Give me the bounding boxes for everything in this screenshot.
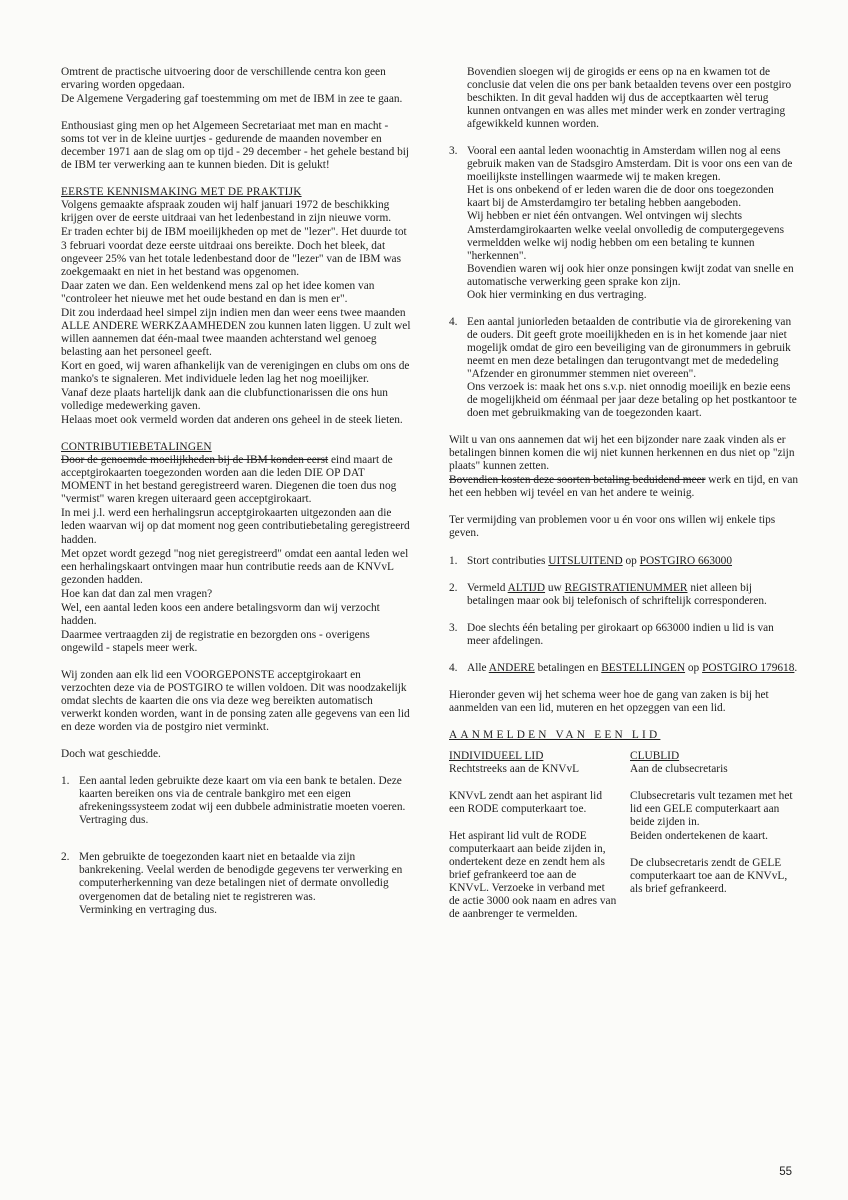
paragraph: Ter vermijding van problemen voor u én voor ons willen wij enkele tips geven. [449, 514, 776, 540]
underlined-text: ANDERE [488, 661, 535, 674]
tip-item [449, 662, 799, 675]
schema-step: Beiden ondertekenen de kaart. [630, 830, 768, 843]
paragraph: Hoe kan dat dan zal men vragen? [61, 587, 213, 600]
paragraph: Bovendien sloegen wij de girogids er eens op na en kwamen tot de conclusie dat velen die ons per bank betaalden tevens over een postgiro beschikten. In dit geval hadden wij dus de acceptkaarten wèl terug kunnen ontvangen en was alles met minder werk en zonder vertraging afgewikkeld kunnen worden. [467, 66, 792, 131]
paragraph: Daarmee vertraagden zij de registratie en bezorgden ons - overigens ongewild - stapels meer werk. [61, 628, 370, 654]
text: Vermeld [467, 581, 508, 594]
list-text-part: Ons verzoek is: maak het ons s.v.p. niet onnodig moeilijk en bezie eens de mogelijkheid om éénmaal per jaar deze betaling op het postkantoor te doen met gebruikmaking van de toegezonden kaart. [467, 381, 797, 420]
list-number: 1. [449, 554, 458, 567]
list-text-part: Een aantal juniorleden betaalden de contributie via de girorekening van de ouders. Dit geeft grote moeilijkheden en is in het komende jaar niet mogelijk omdat de giro een beveiliging van de gironummers in gebruik neemt en men deze betalingen dan terugontvangt met de mededeling "Afzender en gironummer stemmen niet overeen". [467, 315, 792, 380]
right-column [449, 66, 799, 935]
text: . [794, 661, 798, 674]
underlined-text: BESTELLINGEN [601, 661, 686, 674]
text: niet alleen bij betalingen maar ook bij telefonisch of schriftelijk corresponderen. [467, 581, 767, 607]
struck-text: Bovendien kosten deze soorten betaling beduidend meer [449, 474, 706, 487]
list-text-part: Wij hebben er niet één ontvangen. Wel ontvingen wij slechts Amsterdamgirokaarten welke veelal onvolledig de computergegevens vermeldden welke wij nodig hebben om een betaling te kunnen "herkennen". [467, 210, 784, 262]
list-text-part: Het is ons onbekend of er leden waren die de door ons toegezonden kaart bij de Amsterdamgiro ter betaling hebben aangeboden. [467, 184, 774, 210]
list-text-end: Verminking en vertraging dus. [79, 903, 217, 916]
paragraph: Er traden echter bij de IBM moeilijkheden op met de "lezer". Het duurde tot 3 februari voordat deze eerste uitdraai ons bereikte. Doch het bleek, dat ongeveer 25% van het totale ledenbestand door de "lezer" van de IBM was zoekgemaakt en niet in het bestand was opgenomen. [61, 226, 407, 278]
list-number: 4. [449, 661, 458, 674]
list-text [467, 555, 799, 568]
list-number: 2. [61, 851, 70, 864]
text: op [622, 554, 640, 567]
paragraph: De Algemene Vergadering gaf toestemming om met de IBM in zee te gaan. [61, 93, 403, 106]
list-text [467, 582, 799, 608]
section-heading-kennismaking: EERSTE KENNISMAKING MET DE PRAKTIJK [61, 186, 302, 199]
paragraph-text: eind maart de acceptgirokaarten toegezonden worden aan die leden DIE OP DAT MOMENT in het bestand geregistreerd waren. Diegenen die toen dus nog "vermist" waren kregen uiteraard geen acceptgirokaart. [61, 454, 397, 506]
struck-text: Door de genoemde moeilijkheden bij de IBM konden eerst [61, 454, 329, 467]
schema-step: KNVvL zendt aan het aspirant lid een RODE computerkaart toe. [449, 790, 602, 816]
list-item [61, 775, 413, 827]
schema-individueel [449, 750, 618, 936]
left-column [61, 66, 413, 931]
schema-subheading: Rechtstreeks aan de KNVvL [449, 762, 580, 775]
paragraph [449, 474, 799, 500]
list-text [79, 851, 413, 916]
schema-step: Het aspirant lid vult de RODE computerkaart aan beide zijden in, ondertekent deze en zendt hem als brief gefrankeerd toe aan de KNVvL. Verzoeke in verband met de actie 3000 ook naam en adres van de aanbrenger te vermelden. [449, 830, 617, 921]
schema-step: Clubsecretaris vult tezamen met het lid een GELE computerkaart aan beide zijden in. [630, 790, 793, 829]
section-heading-contributie: CONTRIBUTIEBETALINGEN [61, 441, 212, 454]
schema-step: De clubsecretaris zendt de GELE computerkaart toe aan de KNVvL, als brief gefrankeerd. [630, 857, 788, 896]
schema-heading: CLUBLID [630, 749, 680, 762]
paragraph: Volgens gemaakte afspraak zouden wij half januari 1972 de beschikking krijgen over de eerste uitdraai van het ledenbestand in zijn nieuwe vorm. [61, 199, 392, 225]
paragraph: Vanaf deze plaats hartelijk dank aan die clubfunctionarissen die ons hun volledige medewerking gaven. [61, 387, 388, 413]
list-text: Een aantal leden gebruikte deze kaart om via een bank te betalen. Deze kaarten bereiken ons via de centrale bankgiro met een eigen afrekeningssysteem zodat wij een dubbele administratie moeten voeren. Vertraging dus. [79, 775, 406, 827]
page-number: 55 [779, 1166, 792, 1178]
text: op [685, 661, 703, 674]
paragraph: Hieronder geven wij het schema weer hoe de gang van zaken is bij het aanmelden van een lid, muteren en het opzeggen van een lid. [449, 688, 769, 714]
list-text-main: Men gebruikte de toegezonden kaart niet en betaalde via zijn bankrekening. Veelal werden de benodigde gegevens ter verwerking en computerherkenning van deze betalingen niet of dermate onvolledig overgenomen dat de betaling niet te registreren was. [79, 851, 403, 903]
list-number: 1. [61, 775, 70, 788]
list-text [467, 662, 799, 675]
paragraph: Kort en goed, wij waren afhankelijk van de verenigingen en clubs om ons de manko's te signaleren. Met individuele leden lag het nog moeilijker. [61, 359, 410, 385]
tip-item [449, 555, 799, 568]
list-item [449, 316, 799, 420]
list-text-part: Vooral een aantal leden woonachtig in Amsterdam willen nog al eens gebruik maken van de Stadsgiro Amsterdam. Dit is voor ons een van de moeilijkste instellingen waarmede wij te maken kregen. [467, 145, 793, 184]
text: betalingen en [534, 661, 602, 674]
schema-clublid [630, 750, 799, 936]
tip-item [449, 582, 799, 608]
schema-columns [449, 750, 799, 936]
paragraph: Daar zaten we dan. Een weldenkend mens zal op het idee komen van "controleer het nieuwe met het oude bestand en dan is men er". [61, 279, 375, 305]
list-number: 4. [449, 315, 458, 328]
list-item [449, 145, 799, 302]
text: uw [545, 581, 565, 594]
paragraph: Wel, een aantal leden koos een andere betalingsvorm dan wij verzocht hadden. [61, 601, 380, 627]
list-number: 2. [449, 581, 458, 594]
list-number: 3. [449, 145, 458, 158]
tip-item [449, 622, 799, 648]
list-text: Doe slechts één betaling per girokaart op 663000 indien u lid is van meer afdelingen. [467, 621, 774, 647]
list-text-part: Bovendien waren wij ook hier onze ponsingen kwijt zodat van snelle en automatische verwerking geen sprake kon zijn. [467, 262, 794, 288]
schema-title: AANMELDEN VAN EEN LID [449, 728, 661, 741]
underlined-text: ALTIJD [507, 581, 546, 594]
underlined-text: POSTGIRO 179618 [702, 661, 795, 674]
paragraph: Wij zonden aan elk lid een VOORGEPONSTE acceptgirokaart en verzochten deze via de POSTGIRO te willen voldoen. Dit was noodzakelijk omdat slechts de kaarten die ons via deze weg bereikten automatisch verwerkt konden worden, want in de ponsing zaten alle gegevens van een lid en deze worden via de postgiro niet verminkt. [61, 668, 410, 734]
text: Alle [467, 661, 489, 674]
paragraph: In mei j.l. werd een herhalingsrun acceptgirokaarten uitgezonden aan die leden waarvan wij op dat moment nog geen contributiebetaling geregistreerd hadden. [61, 507, 410, 546]
paragraph: Omtrent de practische uitvoering door de verschillende centra kon geen ervaring worden opgedaan. [61, 66, 386, 92]
paragraph: Wilt u van ons aannemen dat wij het een bijzonder nare zaak vinden als er betalingen binnen komen die wij niet kunnen herkennen en dus niet op "zijn plaats" kunnen zetten. [449, 434, 795, 473]
text: Stort contributies [467, 554, 549, 567]
list-text [467, 145, 799, 302]
schema-heading: INDIVIDUEEL LID [449, 749, 544, 762]
list-item [61, 851, 413, 916]
paragraph: Met opzet wordt gezegd "nog niet geregistreerd" omdat een aantal leden wel een herhalingskaart ontvingen maar hun contributie reeds aan de KNVvL gezonden hadden. [61, 547, 409, 586]
list-number: 3. [449, 621, 458, 634]
list-text-part: Ook hier verminking en dus vertraging. [467, 288, 647, 301]
list-text [467, 316, 799, 420]
paragraph: Helaas moet ook vermeld worden dat anderen ons geheel in de steek lieten. [61, 414, 403, 427]
underlined-text: REGISTRATIENUMMER [564, 581, 688, 594]
underlined-text: POSTGIRO 663000 [639, 554, 733, 567]
paragraph: Doch wat geschiedde. [61, 748, 161, 761]
schema-subheading: Aan de clubsecretaris [630, 762, 728, 775]
paragraph: Enthousiast ging men op het Algemeen Secretariaat met man en macht - soms tot ver in de kleine uurtjes - gedurende de maanden november en december 1971 aan de slag om op tijd - 29 december - het gehele bestand bij de IBM ter verwerking aan te kunnen bieden. Dit is gelukt! [61, 120, 410, 172]
paragraph [61, 454, 413, 506]
paragraph: Dit zou inderdaad heel simpel zijn indien men dan weer eens twee maanden ALLE ANDERE WERKZAAMHEDEN zou kunnen laten liggen. U zult wel willen aannemen dat één-maal twee maanden achterstand wel genoeg belasting aan het personeel geeft. [61, 306, 411, 358]
underlined-text: UITSLUITEND [548, 554, 623, 567]
paragraph-text: werk en tijd, en van het een hebben wij tevéel en van het andere te weinig. [449, 474, 799, 500]
